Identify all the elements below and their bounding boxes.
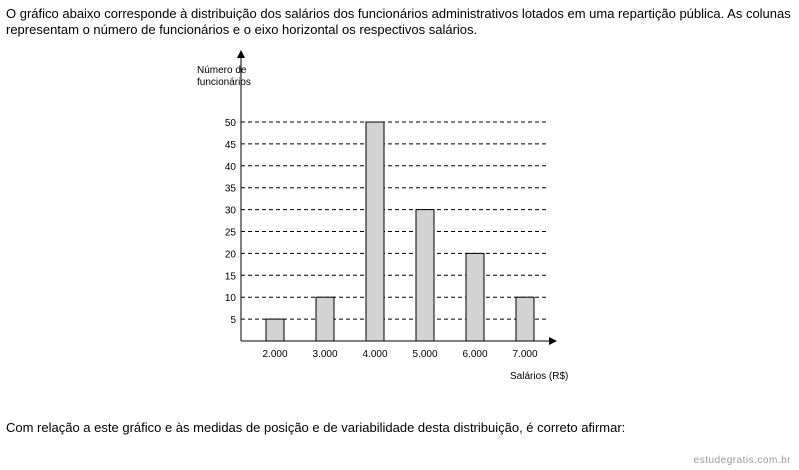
y-tick-label: 45 [224,139,236,151]
y-tick-label: 15 [224,271,236,283]
x-tick-label: 6.000 [462,349,488,360]
footer-watermark: estudegratis.com.br [693,455,791,466]
bar [316,297,334,341]
bar [266,319,284,341]
y-axis-label-line1: Número de [197,65,247,76]
x-tick-label: 4.000 [362,349,388,360]
grid-lines [241,122,548,319]
x-tick-label: 7.000 [512,349,538,360]
x-axis-arrow [549,337,557,345]
y-tick-labels [225,118,237,326]
question-text: Com relação a este gráfico e às medidas de posição e de variabilidade desta distribuição, é correto afirmar: [6,420,626,435]
y-tick-label: 25 [224,227,236,239]
x-tick-label: 2.000 [262,349,288,360]
x-axis-label: Salários (R$) [510,371,569,382]
y-axis-label-line2: funcionários [197,77,251,88]
y-axis-arrow [237,50,245,58]
y-tick-label: 20 [224,249,236,261]
intro-text: O gráfico abaixo corresponde à distribuição dos salários dos funcionários administrativos lotados em uma repartição pública. As colunas representam o número de funcionários e o eixo horizontal os respectivos salários. [6,6,791,37]
x-tick-labels [262,349,537,360]
x-tick-label: 3.000 [312,349,338,360]
x-tick-label: 5.000 [412,349,438,360]
y-tick-label: 10 [224,293,236,305]
y-tick-label: 50 [224,118,236,129]
bar [466,253,484,341]
y-tick-label: 30 [224,205,236,217]
axes [237,50,557,345]
bar [416,210,434,341]
y-tick-label: 5 [230,315,236,327]
bar [366,122,384,341]
bar [516,297,534,341]
y-tick-label: 35 [224,183,236,195]
y-tick-label: 40 [224,161,236,173]
